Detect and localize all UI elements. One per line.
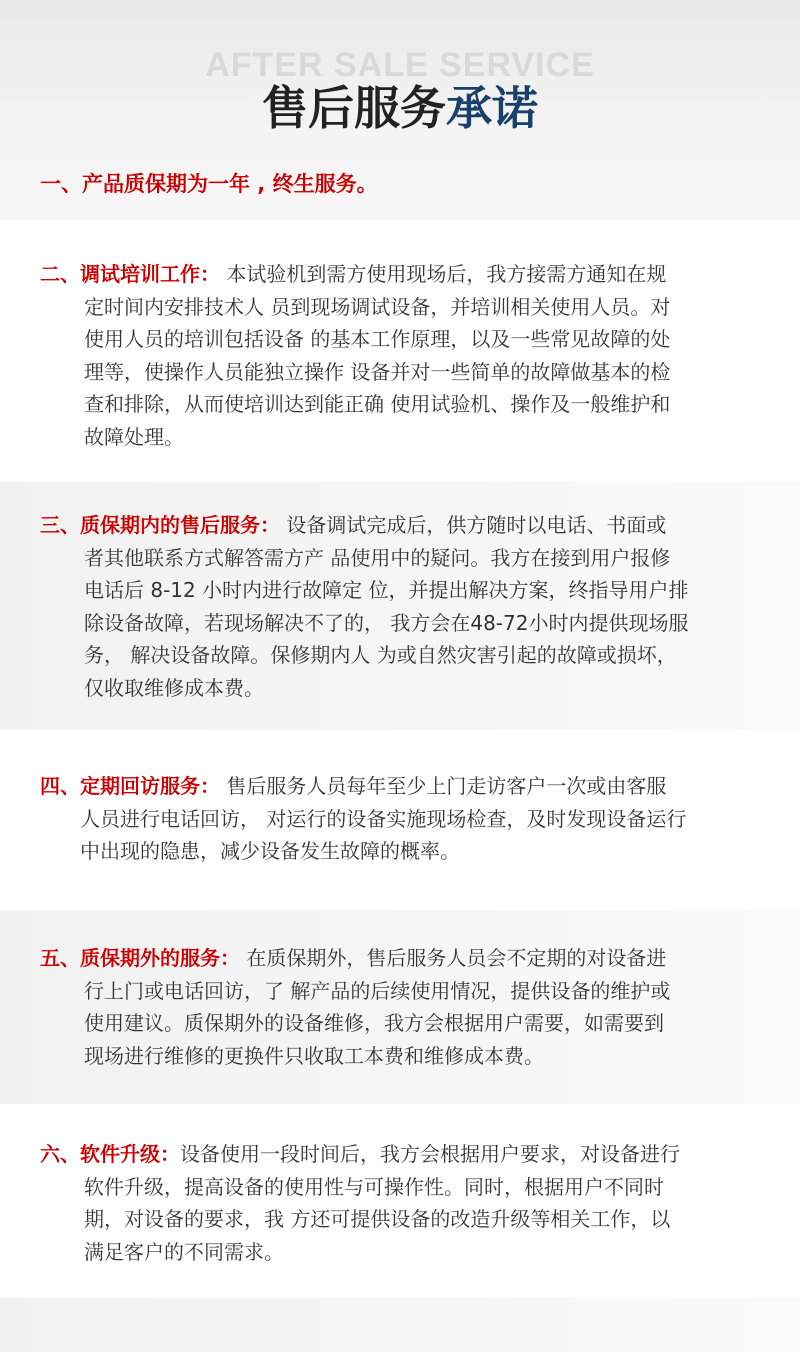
section-paragraph — [40, 509, 780, 704]
paragraph-line: 软件升级，提高设备的使用性与可操作性。同时，根据用户不同时 — [84, 1174, 664, 1199]
section-paragraph — [40, 942, 780, 1072]
section-software-upgrade — [0, 1104, 800, 1298]
page-title — [0, 78, 800, 138]
section-paragraph — [40, 770, 780, 868]
paragraph-line: 人员进行电话回访， 对运行的设备实施现场检查，及时发现设备运行 — [80, 806, 687, 831]
paragraph-line: 二、调试培训工作： 本试验机到需方使用现场后，我方接需方通知在规 — [40, 262, 667, 286]
paragraph-line: 五、质保期外的服务： 在质保期外，售后服务人员会不定期的对设备进 — [40, 946, 667, 970]
paragraph-line: 故障处理。 — [84, 424, 184, 449]
header — [0, 0, 800, 220]
section-heading: 四、定期回访服务： — [40, 774, 220, 798]
paragraph-line: 使用人员的培训包括设备 的基本工作原理，以及一些常见故障的处 — [84, 327, 671, 351]
section-commissioning-training — [0, 220, 800, 482]
header-eyebrow: AFTER SALE SERVICE — [205, 46, 595, 84]
section-heading: 三、质保期内的售后服务： — [40, 513, 280, 537]
paragraph-line: 期，对设备的要求，我 方还可提供设备的改造升级等相关工作，以 — [84, 1207, 671, 1231]
paragraph-line: 现场进行维修的更换件只收取工本费和维修成本费。 — [84, 1043, 544, 1068]
paragraph-line: 定时间内安排技术人 员到现场调试设备，并培训相关使用人员。对 — [84, 294, 671, 319]
section-heading: 二、调试培训工作： — [40, 262, 220, 286]
section-heading: 六、软件升级： — [40, 1142, 180, 1166]
paragraph-line: 除设备故障，若现场解决不了的， 我方会在48-72小时内提供现场服 — [84, 610, 689, 635]
paragraph-line: 行上门或电话回访，了 解产品的后续使用情况，提供设备的维护或 — [84, 978, 671, 1003]
paragraph-line: 查和排除，从而使培训达到能正确 使用试验机、操作及一般维护和 — [84, 392, 671, 416]
paragraph-line: 仅收取维修成本费。 — [84, 675, 264, 700]
section-regular-follow-up — [0, 730, 800, 910]
paragraph-line: 中出现的隐患，减少设备发生故障的概率。 — [80, 839, 460, 863]
section-paragraph — [40, 258, 780, 453]
paragraph-line: 理等，使操作人员能独立操作 设备并对一些简单的故障做基本的检 — [84, 359, 671, 384]
section-paragraph — [40, 1138, 780, 1268]
paragraph-line: 四、定期回访服务： 售后服务人员每年至少上门走访客户一次或由客服 — [40, 774, 667, 798]
paragraph-line: 使用建议。质保期外的设备维修，我方会根据用户需要，如需要到 — [84, 1011, 664, 1035]
warranty-item: 一、产品质保期为一年 , 终生服务。 — [40, 172, 378, 196]
footer-strip — [0, 1298, 800, 1352]
title-accent: 承诺 — [446, 81, 538, 135]
paragraph-line: 者其他联系方式解答需方产 品使用中的疑问。我方在接到用户报修 — [84, 545, 671, 570]
title-main: 售后服务 — [262, 81, 446, 135]
section-out-of-warranty-service — [0, 910, 800, 1104]
paragraph-line: 电话后 8-12 小时内进行故障定 位，并提出解决方案，终指导用户排 — [84, 578, 689, 602]
section-in-warranty-service — [0, 482, 800, 730]
paragraph-line: 满足客户的不同需求。 — [84, 1239, 284, 1264]
paragraph-line: 三、质保期内的售后服务： 设备调试完成后，供方随时以电话、书面或 — [40, 513, 667, 537]
paragraph-line: 务， 解决设备故障。保修期内人 为或自然灾害引起的故障或损坏， — [84, 643, 677, 667]
section-heading: 五、质保期外的服务： — [40, 946, 240, 970]
paragraph-line: 六、软件升级：设备使用一段时间后，我方会根据用户要求，对设备进行 — [40, 1142, 680, 1166]
